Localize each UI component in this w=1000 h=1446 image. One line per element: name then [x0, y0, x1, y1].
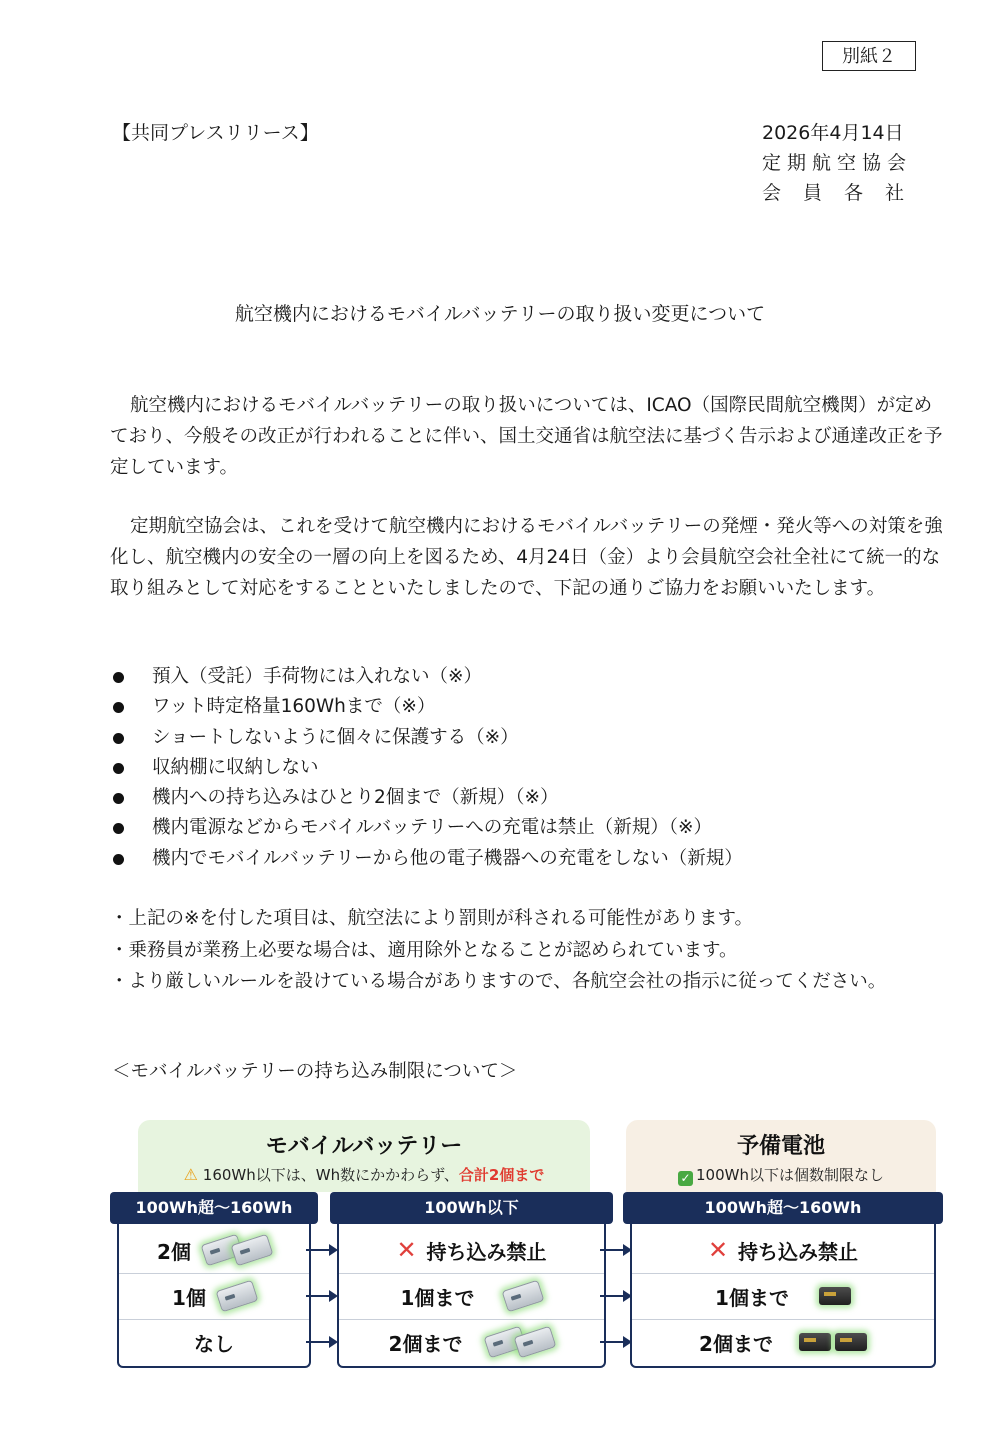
list-item: ワット時定格量160Whまで（※）: [110, 692, 743, 722]
arrow-icon: [306, 1249, 336, 1251]
spare-battery-icon: [819, 1287, 851, 1305]
rules-list: [110, 662, 743, 874]
issuer-association: 定期航空協会: [762, 152, 913, 174]
arrow-icon: [306, 1341, 336, 1343]
issuer-members: 会員各社: [762, 182, 927, 204]
table-row: [119, 1319, 309, 1365]
col-header-spare-over100: 100Wh超〜160Wh: [623, 1192, 943, 1224]
spare-battery-icon: [835, 1333, 867, 1351]
spare-battery-heading: 予備電池: [736, 1134, 825, 1159]
arrow-icon: [306, 1295, 336, 1297]
notes: [110, 903, 886, 998]
note-item: ・上記の※を付した項目は、航空法により罰則が科される可能性があります。: [110, 908, 754, 929]
battery-icon: [215, 1280, 258, 1313]
battery-icon: [502, 1280, 545, 1313]
row-count: 2個: [157, 1239, 191, 1264]
row-status: 1個まで: [715, 1285, 789, 1310]
row-count: 1個: [172, 1285, 206, 1310]
table-row: [119, 1227, 309, 1274]
arrow-icon: [600, 1295, 630, 1297]
mobile-battery-heading: モバイルバッテリー: [265, 1134, 463, 1159]
list-item: ショートしないように個々に保護する（※）: [110, 723, 743, 753]
list-item: 機内電源などからモバイルバッテリーへの充電は禁止（新規）（※）: [110, 813, 743, 843]
annex-label: 別紙２: [822, 41, 916, 71]
table-row: [339, 1319, 604, 1365]
mobile-battery-limit: [138, 1164, 590, 1185]
spare-battery-icon: [799, 1333, 831, 1351]
prohibited-icon: ✕: [707, 1236, 729, 1264]
row-status: 持ち込み禁止: [426, 1239, 547, 1264]
list-item: 機内でモバイルバッテリーから他の電子機器への充電をしない（新規）: [110, 844, 743, 874]
prohibited-icon: ✕: [396, 1236, 417, 1264]
table-row: [632, 1227, 934, 1274]
row-status: 2個まで: [699, 1331, 773, 1356]
table-row: [339, 1227, 604, 1274]
list-item: 機内への持ち込みはひとり2個まで（新規）（※）: [110, 783, 743, 813]
arrow-icon: [600, 1341, 630, 1343]
note-item: ・より厳しいルールを設けている場合がありますので、各航空会社の指示に従ってください。: [110, 971, 887, 992]
press-release-label: 【共同プレスリリース】: [112, 122, 319, 144]
document-title: 航空機内におけるモバイルバッテリーの取り扱い変更について: [234, 303, 766, 325]
row-status: 1個まで: [400, 1285, 475, 1310]
arrow-icon: [600, 1249, 630, 1251]
col-header-under100: 100Wh以下: [330, 1192, 613, 1224]
col-over100-box: [117, 1224, 311, 1368]
date-block: [762, 118, 926, 208]
table-row: [632, 1319, 934, 1365]
col-spare-box: [630, 1224, 936, 1368]
table-row: [339, 1273, 604, 1320]
section-title: ＜モバイルバッテリーの持ち込み制限について＞: [112, 1061, 518, 1082]
limit-text: 160Wh以下は、Wh数にかかわらず、: [202, 1166, 459, 1184]
limit-highlight: 合計2個まで: [458, 1166, 545, 1184]
paragraph-2: 定期航空協会は、これを受けて航空機内におけるモバイルバッテリーの発煙・発火等への対策を強化し、航空機内の安全の一層の向上を図るため、4月24日（金）より会員航空会社全社にて統一的な取り組みとして対応をすることといたしましたので、下記の通りご協力をお願いいたします。: [110, 516, 943, 599]
paragraph-1: 航空機内におけるモバイルバッテリーの取り扱いについては、ICAO（国際民間航空機関）が定めており、今般その改正が行われることに伴い、国土交通省は航空法に基づく告示および通達改正を予定しています。: [110, 395, 943, 478]
check-icon: ✓: [678, 1171, 693, 1186]
spare-battery-limit: [626, 1164, 936, 1186]
table-row: [119, 1273, 309, 1320]
list-item: 収納棚に収納しない: [110, 753, 743, 783]
col-under100-box: [337, 1224, 606, 1368]
note-item: ・乗務員が業務上必要な場合は、適用除外となることが認められています。: [110, 939, 738, 961]
list-item: 預入（受託）手荷物には入れない（※）: [110, 662, 743, 692]
spare-battery-panel: [626, 1120, 936, 1192]
table-row: [632, 1273, 934, 1320]
release-date: 2026年4月14日: [762, 122, 904, 144]
row-count: なし: [194, 1331, 234, 1356]
mobile-battery-panel: [138, 1120, 590, 1192]
row-status: 持ち込み禁止: [738, 1239, 859, 1264]
spare-limit-text: 100Wh以下は個数制限なし: [696, 1166, 884, 1184]
col-header-over100: 100Wh超〜160Wh: [110, 1192, 318, 1224]
warning-icon: ⚠: [183, 1165, 198, 1184]
row-status: 2個まで: [388, 1331, 463, 1356]
